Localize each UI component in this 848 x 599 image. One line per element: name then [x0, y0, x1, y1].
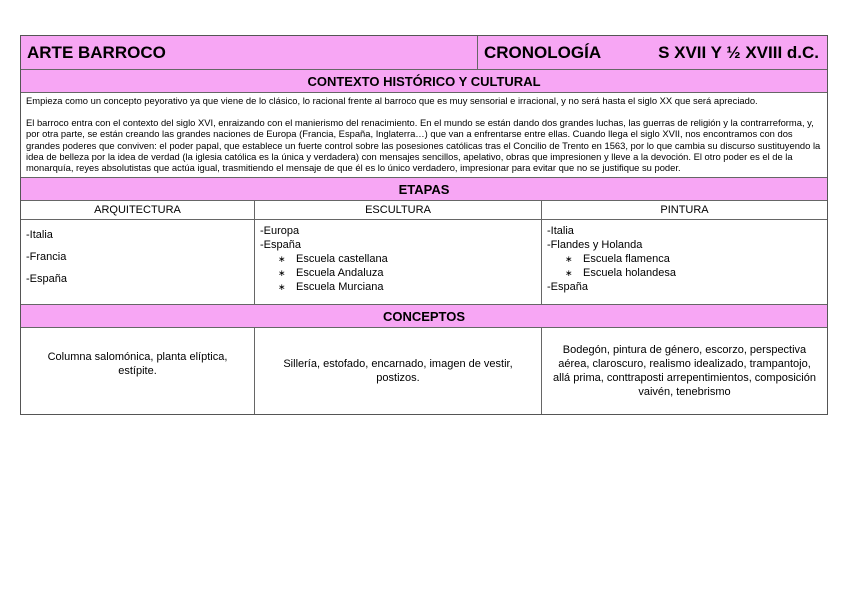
pintura-concepts: Bodegón, pintura de género, escorzo, perspectiva aérea, claroscuro, realismo idealizado, trampantojo, allá prima, conttraposti arrepentimientos, composición vaivén, tenebrismo: [553, 344, 816, 399]
list-item: -Europa: [260, 225, 300, 238]
context-body: [21, 92, 827, 177]
stages-heading: ETAPAS: [21, 177, 827, 200]
stages-lists: [21, 219, 827, 304]
bullet-icon: ∗: [565, 268, 573, 279]
pintura-stage-list: [542, 220, 827, 304]
list-item: -España: [26, 273, 67, 286]
list-item: -España: [547, 281, 588, 294]
escultura-stage-list: [255, 220, 542, 304]
sub-list-item: ∗ Escuela castellana: [278, 253, 388, 266]
sub-list-item: ∗ Escuela holandesa: [565, 267, 676, 280]
concepts-heading: CONCEPTOS: [21, 304, 827, 327]
stages-column-headers: [21, 200, 827, 219]
chronology-value: S XVII Y ½ XVIII d.C.: [658, 42, 819, 62]
list-item: -Italia: [547, 225, 574, 238]
arquitectura-concepts: Columna salomónica, planta elíptica, estípite.: [21, 328, 255, 414]
arquitectura-stage-list: [21, 220, 255, 304]
column-header-arquitectura: ARQUITECTURA: [21, 201, 255, 219]
escultura-concepts: Sillería, estofado, encarnado, imagen de vestir, postizos.: [255, 328, 542, 414]
bullet-icon: ∗: [565, 254, 573, 265]
bullet-icon: ∗: [278, 282, 286, 293]
bullet-icon: ∗: [278, 268, 286, 279]
sub-list-item: ∗ Escuela Murciana: [278, 281, 384, 294]
chronology-cell: [478, 36, 827, 69]
sub-list-item: ∗ Escuela flamenca: [565, 253, 670, 266]
list-item: -Francia: [26, 251, 67, 264]
list-item: -Italia: [26, 229, 53, 242]
sub-list-item: ∗ Escuela Andaluza: [278, 267, 384, 280]
list-item: -España: [260, 239, 301, 252]
chronology-label: CRONOLOGÍA: [484, 42, 602, 62]
column-header-pintura: PINTURA: [660, 204, 709, 217]
bullet-icon: ∗: [278, 254, 286, 265]
column-header-escultura: ESCULTURA: [255, 201, 542, 219]
title-row: [21, 36, 827, 69]
context-paragraph-1: Empieza como un concepto peyorativo ya que viene de lo clásico, lo racional frente al barroco que es muy sensorial e irracional, y no será hasta el siglo XX que será apreciado.: [26, 95, 758, 106]
context-paragraph-2: El barroco entra con el contexto del siglo XVI, enraizando con el manierismo del renacimiento. En el mundo se están dando dos grandes luchas, las guerras de religión y la contrarreforma, y, por otra parte, se están creando las grandes naciones de Europa (Francia, España, Inglaterra…) que van a enfrentarse entre ellas. Cuando llega el siglo XVII, nos encontramos con dos grandes poderes que conviven: el poder papal, que establece un fuerte control sobre las posesiones católicas tras el Concilio de Trento en 1563, por lo que cambia su discurso sustituyendo la idea de belleza por la idea de verdad (la iglesia católica es la única y verdadera) con mensajes sencillos, apelativo, obras que impresionen y lleve a la devoción. El otro poder es el de la monarquía, reyes absolutistas que actúa igual, trasmitiendo el mensaje de que él es lo único verdadero, impresionar para evitar que no se justifique su poder.: [26, 117, 821, 174]
page-title: ARTE BARROCO: [21, 36, 478, 69]
baroque-art-table: [20, 35, 828, 415]
context-heading: CONTEXTO HISTÓRICO Y CULTURAL: [21, 69, 827, 92]
list-item: -Flandes y Holanda: [547, 239, 643, 252]
concepts-row: [21, 327, 827, 414]
